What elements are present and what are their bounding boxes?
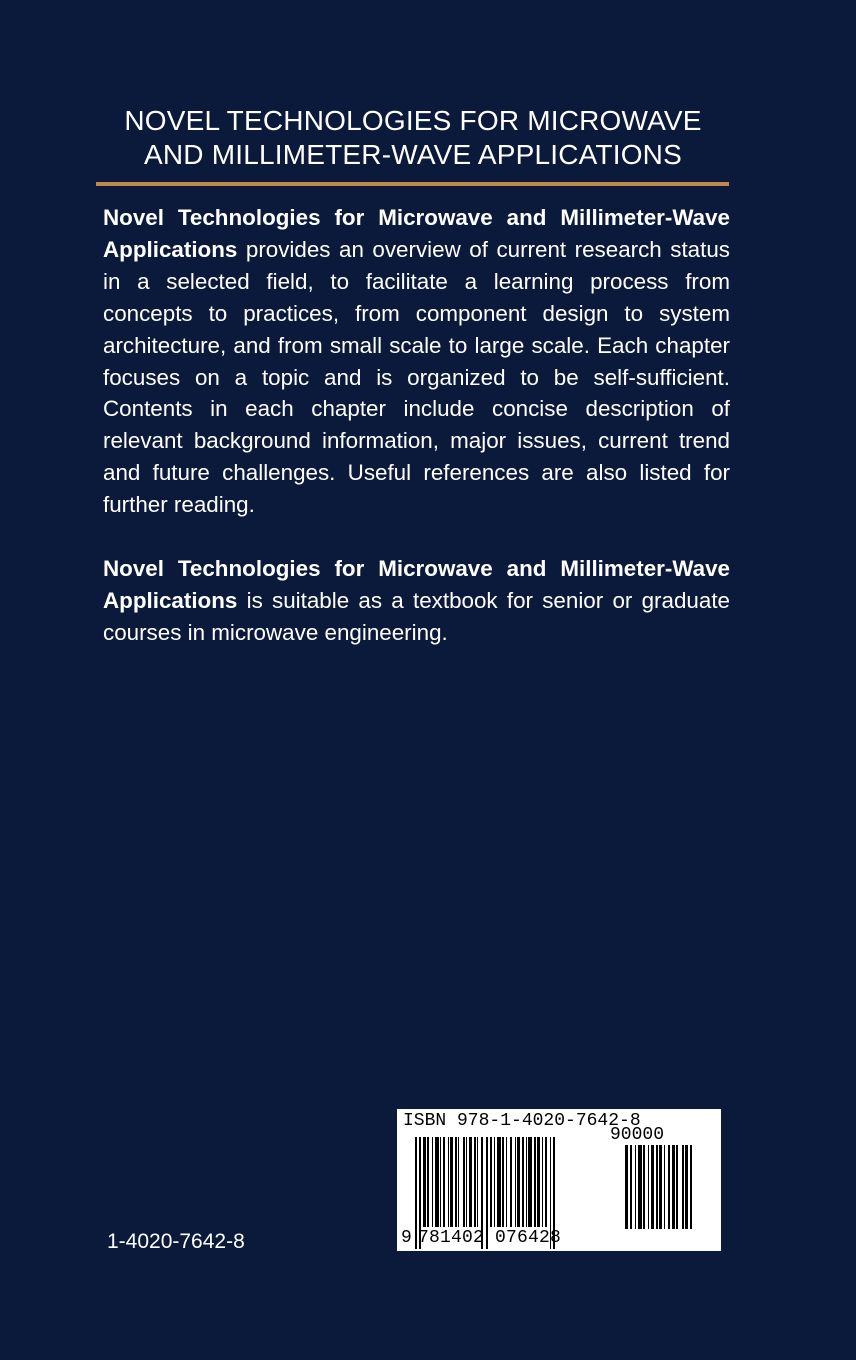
barcode-bar [690,1145,692,1229]
addon-barcode-bars [625,1145,715,1229]
barcode-bar [466,1137,467,1227]
barcode-bar [502,1137,504,1227]
barcode-bar [443,1137,445,1227]
barcode-ean-digits: 781402 076428 [418,1228,562,1248]
barcode-bar [638,1145,642,1229]
barcode-bar [477,1137,478,1227]
barcode-bar [497,1137,501,1227]
barcode-bar [685,1145,688,1229]
barcode-isbn-label: ISBN 978-1-4020-7642-8 [403,1111,641,1131]
barcode-bar [522,1137,524,1227]
barcode-bar [664,1145,665,1229]
barcode-bar [625,1145,628,1229]
barcode-bar [432,1137,433,1227]
barcode-bar [463,1137,465,1227]
barcode-bar [517,1137,520,1227]
barcode-bar [659,1145,662,1229]
barcode-bar [672,1145,675,1229]
barcode-bar [534,1137,536,1227]
barcode-bar [415,1137,417,1249]
barcode-price-code: 90000 [610,1125,665,1145]
barcode-bar [474,1137,476,1227]
barcode-bar [458,1137,459,1227]
barcode-bar [643,1145,645,1229]
description-text: provides an overview of current research status in a selected field, to facilitate a learning process from concepts to practices, from component design to system architecture, and from small scale to large scale. Each chapter focuses on a topic and is organized to be self-sufficient. Contents in each chapter include concise description of relevant background information, major issues, current trend and future challenges. Useful references are also listed for further reading. [103,236,730,518]
book-title [96,104,730,172]
description-paragraph [103,202,730,521]
barcode-bar [490,1137,492,1227]
barcode-panel [397,1109,721,1251]
barcode-bar [542,1137,543,1227]
isbn-10-label: 1-4020-7642-8 [107,1230,245,1253]
barcode-ean-first-digit: 9 [401,1228,412,1248]
description-bold-title: Novel Technologies for Microwave and Millimeter-Wave Applications [103,205,730,262]
audience-paragraph [103,553,730,649]
barcode-bar [668,1145,670,1229]
barcode-bar [676,1145,678,1229]
barcode-bar [682,1145,684,1229]
title-divider [96,182,729,186]
book-title-line-1: NOVEL TECHNOLOGIES FOR MICROWAVE [124,105,702,136]
barcode-bar [455,1137,457,1227]
barcode-bar [545,1137,547,1227]
barcode-bar [635,1145,636,1229]
barcode-bar [526,1137,527,1227]
barcode-bar [435,1137,439,1227]
book-title-line-2: AND MILLIMETER-WAVE APPLICATIONS [144,139,682,170]
barcode-bar [510,1137,512,1227]
barcode-bar [515,1137,516,1227]
barcode-bar [469,1137,472,1227]
barcode-bar [450,1137,453,1227]
audience-text: is suitable as a textbook for senior or graduate courses in microwave engineering. [103,587,730,645]
barcode-bar [427,1137,429,1227]
barcode-bar [648,1145,649,1229]
barcode-bar [423,1137,426,1227]
audience-bold-title: Novel Technologies for Microwave and Millimeter-Wave Applications [103,556,730,613]
barcode-bar [440,1137,441,1227]
barcode-bar [630,1145,632,1229]
barcode-bar [656,1145,658,1229]
barcode-bar [506,1137,507,1227]
barcode-bar [651,1145,654,1229]
barcode-bar [537,1137,540,1227]
barcode-bar [448,1137,449,1227]
barcode-bar [494,1137,495,1227]
barcode-bar [528,1137,532,1227]
